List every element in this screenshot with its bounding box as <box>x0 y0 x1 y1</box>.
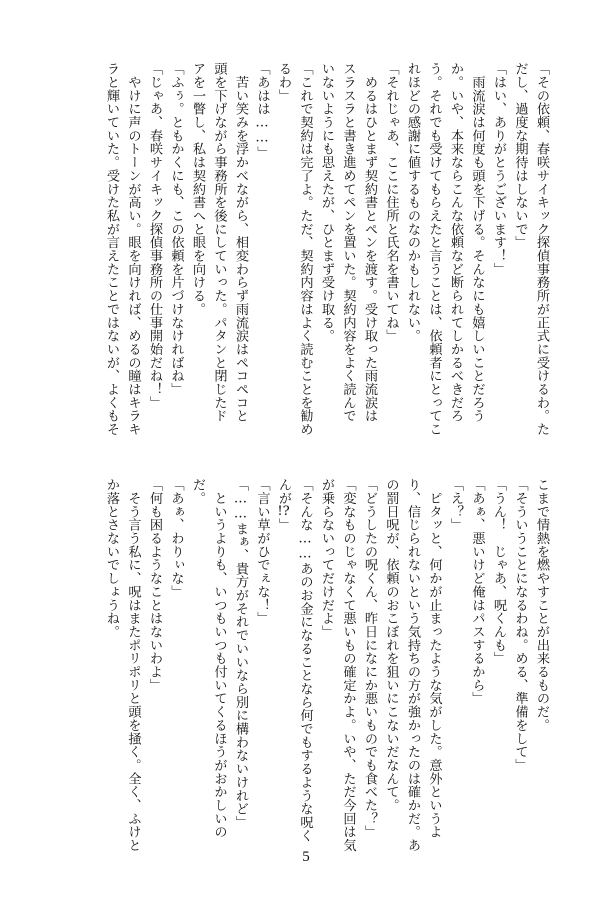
text-line: が乗らないってだけだよ」 <box>319 478 334 639</box>
text-line: 雨流涙は何度も頭を下げる。そんなにも嬉しいことだろう <box>469 62 485 423</box>
text-line: 「あはは……」 <box>254 62 270 160</box>
text-line: 「ふぅ。ともかくにも、この依頼を片づけなければね」 <box>168 62 184 396</box>
text-line: 「うん！ じゃあ、呪くんも」 <box>491 478 506 665</box>
text-line: 「何も困るようなことはないわよ」 <box>147 478 162 692</box>
text-line: スラスラと書き進めてペンを置いた。契約内容をよく読んで <box>340 62 356 423</box>
text-line: 苦い笑みを浮かべながら、相変わらず雨流涙はペコペコと <box>233 62 248 423</box>
text-line: 「その依頼、春咲サイキック探偵事務所が正式に受けるわ。た <box>534 62 549 436</box>
text-line: るわ」 <box>276 62 291 103</box>
text-line: か。いや、本来ならこんな依頼など断られてしかるべきだろ <box>448 62 463 423</box>
text-line: 「そういうことになるわね。める、準備をして」 <box>512 478 528 772</box>
text-line: 「あぁ、わりぃな」 <box>168 478 184 599</box>
lower-text-block <box>52 478 552 870</box>
text-line: 「はい、ありがとうございます！」 <box>491 62 506 276</box>
text-line: 「え？」 <box>448 478 463 532</box>
text-line: というよりも、いつもいつも付いてくるほうがおかしいの <box>211 478 227 839</box>
text-line: いないようにも思えたが、ひとまず受け取る。 <box>319 62 334 343</box>
text-line: 「変なものじゃなくて悪いもの確定かよ。いや、ただ今回は気 <box>340 478 356 852</box>
text-line: そう言う私に、呪はまたポリポリと頭を掻く。全く、ふけと <box>125 478 141 852</box>
text-line: 「じゃあ、春咲サイキック探偵事務所の仕事開始だね！」 <box>147 62 162 410</box>
text-line: やけに声のトーンが高い。眼を向ければ、めるの瞳はキラキ <box>125 62 141 436</box>
text-line: 「どうしたの呪くん、昨日になにか悪いものでも食べた？」 <box>362 478 377 839</box>
text-line: か落とさないでしょうね。 <box>104 478 119 639</box>
text-line: めるはひとまず契約書とペンを渡す。受け取った雨流涙は <box>362 62 377 423</box>
text-line: 「……まぁ、貴方がそれでいいなら別に構わないけれど」 <box>233 478 248 829</box>
text-line: り、信じられないという気持ちの方が強かったのは確かだ。あ <box>405 478 420 852</box>
text-line: 「言い草がひでぇな！」 <box>254 478 270 625</box>
text-line: 「そんな……あのお金になることなら何でもするような呪く <box>297 478 313 843</box>
text-line: う。それでも受けてもらえたと言うことは、依頼者にとってこ <box>426 62 442 436</box>
text-line: だし、過度な期待はしないで」 <box>512 62 528 249</box>
text-line: 「これで契約は完了よ。ただ、契約内容はよく読むことを勧め <box>297 62 313 436</box>
page-number: 5 <box>302 849 310 865</box>
text-line: れほどの感謝に値するものなのかもしれない。 <box>405 62 420 343</box>
text-line: ピタッと、何かが止まったような気がした。意外というよ <box>426 478 442 839</box>
text-line: 「それじゃあ、ここに住所と氏名を書いてね」 <box>383 62 399 343</box>
text-line: の罰日呪が、依頼のおこぼれを狙いにこないだなんて。 <box>383 478 399 812</box>
text-line: こまで情熱を燃やすことが出来るものだ。 <box>534 478 549 732</box>
text-line: 頭を下げながら事務所を後にしていった。パタンと閉じたド <box>211 62 227 423</box>
text-line: 「あぁ、悪いけど俺はパスするから」 <box>469 478 485 705</box>
text-line: んが!?」 <box>276 478 291 532</box>
upper-text-block <box>52 62 552 454</box>
text-line: ラと輝いていた。受けた私が言えたことではないが、よくもそ <box>104 62 119 436</box>
text-line: アを一瞥し、私は契約書へと眼を向ける。 <box>190 62 205 316</box>
text-line: だ。 <box>190 478 205 505</box>
